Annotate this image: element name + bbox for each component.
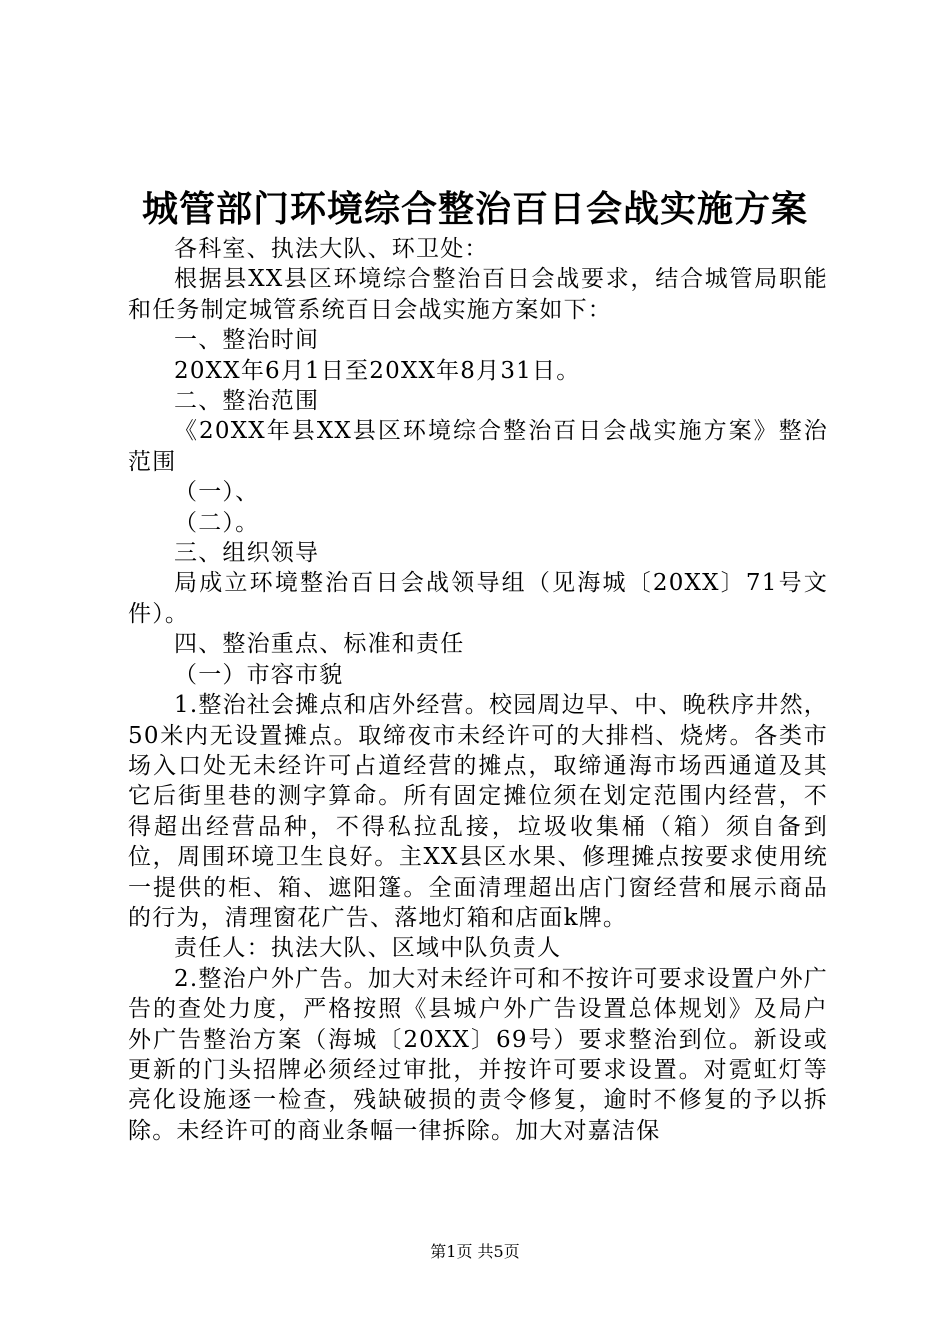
heading-section-4: 四、整治重点、标准和责任	[174, 631, 465, 658]
document-title: 城管部门环境综合整治百日会战实施方案	[141, 188, 808, 230]
paragraph-period: 20XX年6月1日至20XX年8月31日。	[174, 357, 581, 384]
paragraph-scope: 《20XX年县XX县区环境综合整治百日会战实施方案》整治范围	[128, 418, 828, 475]
heading-section-2: 二、整治范围	[174, 388, 320, 415]
document-body	[128, 234, 828, 1146]
heading-section-1: 一、整治时间	[174, 327, 320, 354]
paragraph-item-2: 2.整治户外广告。加大对未经许可和不按许可要求设置户外广告的查处力度，严格按照《县城户外广告设置总体规划》及局户外广告整治方案（海城〔20XX〕69号）要求整治到位。新设或更新的门头招牌必须经过审批，并按许可要求设置。对霓虹灯等亮化设施逐一检查，残缺破损的责令修复，逾时不修复的予以拆除。未经许可的商业条幅一律拆除。加大对嘉洁保	[128, 965, 828, 1144]
paragraph-scope-item-2: （二）。	[174, 509, 260, 536]
paragraph-intro: 根据县XX县区环境综合整治百日会战要求，结合城管局职能和任务制定城管系统百日会战实施方案如下：	[128, 266, 828, 323]
paragraph-scope-item-1: （一）、	[174, 479, 260, 506]
page-footer: 第1页 共5页	[430, 1242, 520, 1261]
heading-subsection-1: （一）市容市貌	[174, 661, 344, 688]
paragraph-leadership: 局成立环境整治百日会战领导组（见海城〔20XX〕71号文件）。	[128, 570, 828, 627]
paragraph-responsible: 责任人：执法大队、区域中队负责人	[174, 935, 562, 962]
paragraph-item-1: 1.整治社会摊点和店外经营。校园周边早、中、晚秩序井然，50米内无设置摊点。取缔夜市未经许可的大排档、烧烤。各类市场入口处无未经许可占道经营的摊点，取缔通海市场西通道及其它后街里巷的测字算命。所有固定摊位须在划定范围内经营，不得超出经营品种，不得私拉乱接，垃圾收集桶（箱）须自备到位，周围环境卫生良好。主XX县区水果、修理摊点按要求使用统一提供的柜、箱、遮阳篷。全面清理超出店门窗经营和展示商品的行为，清理窗花广告、落地灯箱和店面k牌。	[128, 692, 828, 931]
heading-section-3: 三、组织领导	[174, 540, 320, 567]
paragraph-salutation: 各科室、执法大队、环卫处：	[174, 236, 489, 262]
